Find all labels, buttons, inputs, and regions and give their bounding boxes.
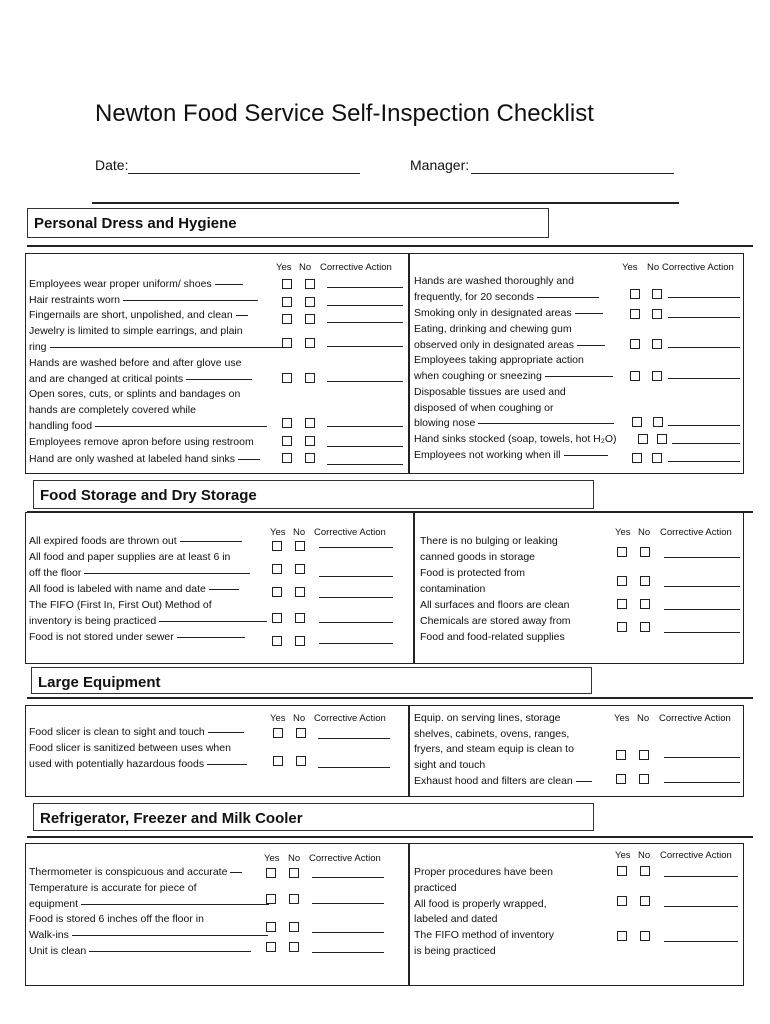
item-text: hands are completely covered while	[29, 404, 196, 416]
no-checkbox[interactable]	[305, 314, 315, 324]
section-title-large-equipment: Large Equipment	[31, 667, 592, 694]
no-checkbox[interactable]	[640, 896, 650, 906]
item-text: Food is stored 6 inches off the floor in	[29, 913, 204, 925]
yes-checkbox[interactable]	[617, 931, 627, 941]
item-text: off the floor	[29, 567, 82, 579]
checklist-item	[29, 581, 239, 597]
corrective-action-field[interactable]	[327, 346, 403, 347]
date-label: Date:	[95, 157, 129, 173]
column-divider	[408, 253, 410, 474]
yes-checkbox[interactable]	[630, 371, 640, 381]
corrective-action-field[interactable]	[327, 464, 403, 465]
no-checkbox[interactable]	[295, 587, 305, 597]
no-checkbox[interactable]	[305, 436, 315, 446]
column-header-no: No	[288, 853, 301, 864]
corrective-action-field[interactable]	[319, 643, 393, 644]
no-checkbox[interactable]	[305, 338, 315, 348]
checklist-item	[414, 447, 608, 463]
corrective-action-field[interactable]	[318, 767, 390, 768]
no-checkbox[interactable]	[296, 756, 306, 766]
column-header-yes: Yes	[622, 262, 638, 273]
corrective-action-field[interactable]	[668, 297, 740, 298]
item-text: Food is not stored under sewer	[29, 631, 174, 643]
column-divider	[408, 843, 410, 986]
corrective-action-field[interactable]	[664, 757, 740, 758]
item-text: Eating, drinking and chewing gum	[414, 323, 572, 335]
column-header-no: No	[299, 262, 312, 273]
corrective-action-field[interactable]	[664, 906, 738, 907]
checklist-item	[29, 613, 267, 629]
corrective-action-field[interactable]	[664, 586, 740, 587]
item-text: contamination	[420, 583, 486, 595]
item-text: All food and paper supplies are at least 6 in	[29, 551, 231, 563]
yes-checkbox[interactable]	[266, 942, 276, 952]
checklist-item	[29, 418, 267, 434]
no-checkbox[interactable]	[305, 373, 315, 383]
column-header-no: No	[637, 713, 650, 724]
item-text: Exhaust hood and filters are clean	[414, 775, 573, 787]
item-text: Employees taking appropriate action	[414, 354, 584, 366]
column-header-yes: Yes	[264, 853, 280, 864]
yes-checkbox[interactable]	[630, 339, 640, 349]
corrective-action-field[interactable]	[664, 557, 740, 558]
column-header-corrective-action: Corrective Action	[662, 262, 734, 273]
yes-checkbox[interactable]	[282, 418, 292, 428]
yes-checkbox[interactable]	[272, 541, 282, 551]
column-header-corrective-action: Corrective Action	[659, 713, 731, 724]
corrective-action-field[interactable]	[319, 597, 393, 598]
column-header-no: No	[293, 527, 306, 538]
item-text: Food slicer is clean to sight and touch	[29, 726, 205, 738]
checklist-item	[29, 292, 258, 308]
yes-checkbox[interactable]	[272, 587, 282, 597]
yes-checkbox[interactable]	[266, 868, 276, 878]
checklist-item	[29, 533, 242, 549]
no-checkbox[interactable]	[657, 434, 667, 444]
yes-checkbox[interactable]	[282, 373, 292, 383]
corrective-action-field[interactable]	[312, 932, 384, 933]
section-divider	[27, 245, 753, 247]
yes-checkbox[interactable]	[273, 728, 283, 738]
item-text: Temperature is accurate for piece of	[29, 882, 197, 894]
checklist-item	[29, 565, 250, 581]
yes-checkbox[interactable]	[282, 279, 292, 289]
checklist-item	[29, 756, 247, 772]
item-text: Smoking only in designated areas	[414, 307, 572, 319]
corrective-action-field[interactable]	[664, 609, 740, 610]
no-checkbox[interactable]	[640, 622, 650, 632]
yes-checkbox[interactable]	[617, 576, 627, 586]
item-text: handling food	[29, 420, 93, 432]
section-divider	[27, 697, 753, 699]
yes-checkbox[interactable]	[282, 453, 292, 463]
corrective-action-field[interactable]	[668, 461, 740, 462]
no-checkbox[interactable]	[640, 866, 650, 876]
checklist-item	[414, 415, 614, 431]
corrective-action-field[interactable]	[319, 576, 393, 577]
item-text: shelves, cabinets, ovens, ranges,	[414, 728, 570, 740]
item-text: Equip. on serving lines, storage	[414, 712, 561, 724]
corrective-action-field[interactable]	[668, 317, 740, 318]
item-text: Unit is clean	[29, 945, 87, 957]
header-divider	[92, 202, 679, 204]
checklist-item	[29, 943, 251, 959]
checklist-item	[29, 724, 244, 740]
column-header-yes: Yes	[615, 527, 631, 538]
column-header-corrective-action: Corrective Action	[314, 527, 386, 538]
no-checkbox[interactable]	[296, 728, 306, 738]
column-header-yes: Yes	[615, 850, 631, 861]
section-divider	[27, 836, 753, 838]
yes-checkbox[interactable]	[617, 547, 627, 557]
item-text: labeled and dated	[414, 913, 498, 925]
no-checkbox[interactable]	[640, 931, 650, 941]
item-text: All food is properly wrapped,	[414, 898, 547, 910]
checklist-item	[414, 431, 617, 447]
item-text: canned goods in storage	[420, 551, 536, 563]
item-text: Food is protected from	[420, 567, 526, 579]
yes-checkbox[interactable]	[638, 434, 648, 444]
item-text: Hair restraints worn	[29, 294, 121, 306]
corrective-action-field[interactable]	[327, 287, 403, 288]
no-checkbox[interactable]	[305, 453, 315, 463]
item-text: Disposable tissues are used and	[414, 386, 566, 398]
no-checkbox[interactable]	[289, 894, 299, 904]
item-text: Walk-ins	[29, 929, 69, 941]
item-text: Jewelry is limited to simple earrings, and plain	[29, 325, 243, 337]
checklist-item	[29, 864, 242, 880]
item-text: All surfaces and floors are clean	[420, 599, 570, 611]
column-header-no: No	[293, 713, 306, 724]
checklist-item	[414, 368, 613, 384]
yes-checkbox[interactable]	[617, 866, 627, 876]
item-text: The FIFO (First In, First Out) Method of	[29, 599, 212, 611]
yes-checkbox[interactable]	[632, 453, 642, 463]
item-text: Employees wear proper uniform/ shoes	[29, 278, 212, 290]
no-checkbox[interactable]	[639, 750, 649, 760]
no-checkbox[interactable]	[652, 309, 662, 319]
corrective-action-field[interactable]	[327, 322, 403, 323]
item-text: All expired foods are thrown out	[29, 535, 177, 547]
item-text: disposed of when coughing or	[414, 402, 554, 414]
checklist-item	[414, 289, 599, 305]
corrective-action-field[interactable]	[318, 738, 390, 739]
checklist-item	[29, 339, 292, 355]
item-text: inventory is being practiced	[29, 615, 157, 627]
manager-field[interactable]	[471, 173, 674, 174]
yes-checkbox[interactable]	[616, 750, 626, 760]
item-text: Hands are washed before and after glove use	[29, 357, 242, 369]
column-header-no: No	[638, 850, 651, 861]
checklist-item	[29, 371, 252, 387]
corrective-action-field[interactable]	[664, 782, 740, 783]
item-text: Hand sinks stocked (soap, towels, hot H₂O)	[414, 433, 617, 445]
yes-checkbox[interactable]	[272, 613, 282, 623]
yes-checkbox[interactable]	[616, 774, 626, 784]
corrective-action-field[interactable]	[668, 347, 740, 348]
column-header-corrective-action: Corrective Action	[320, 262, 392, 273]
corrective-action-field[interactable]	[668, 425, 740, 426]
section-title-food-storage: Food Storage and Dry Storage	[33, 480, 594, 509]
checklist-item	[414, 773, 592, 789]
column-divider	[408, 705, 410, 797]
yes-checkbox[interactable]	[630, 309, 640, 319]
yes-checkbox[interactable]	[266, 894, 276, 904]
item-text: blowing nose	[414, 417, 476, 429]
item-text: Employees remove apron before using restroom	[29, 436, 254, 448]
corrective-action-field[interactable]	[312, 903, 384, 904]
no-checkbox[interactable]	[305, 279, 315, 289]
yes-checkbox[interactable]	[282, 314, 292, 324]
item-text: equipment	[29, 898, 79, 910]
yes-checkbox[interactable]	[282, 436, 292, 446]
no-checkbox[interactable]	[640, 576, 650, 586]
no-checkbox[interactable]	[653, 417, 663, 427]
manager-label: Manager:	[410, 157, 470, 173]
corrective-action-field[interactable]	[664, 632, 740, 633]
yes-checkbox[interactable]	[282, 297, 292, 307]
item-text: frequently, for 20 seconds	[414, 291, 535, 303]
item-text: fryers, and steam equip is clean to	[414, 743, 574, 755]
corrective-action-field[interactable]	[327, 381, 403, 382]
column-header-no: No	[638, 527, 651, 538]
column-header-no: No	[647, 262, 660, 273]
item-text: There is no bulging or leaking	[420, 535, 558, 547]
item-text: observed only in designated areas	[414, 339, 574, 351]
item-text: and are changed at critical points	[29, 373, 184, 385]
column-header-corrective-action: Corrective Action	[660, 527, 732, 538]
no-checkbox[interactable]	[289, 942, 299, 952]
no-checkbox[interactable]	[305, 297, 315, 307]
column-header-yes: Yes	[276, 262, 292, 273]
item-text: Hand are only washed at labeled hand sinks	[29, 453, 236, 465]
section-title-personal-dress: Personal Dress and Hygiene	[27, 208, 549, 238]
corrective-action-field[interactable]	[327, 446, 403, 447]
yes-checkbox[interactable]	[632, 417, 642, 427]
no-checkbox[interactable]	[652, 289, 662, 299]
item-text: Food slicer is sanitized between uses when	[29, 742, 231, 754]
item-text: The FIFO method of inventory	[414, 929, 555, 941]
item-text: practiced	[414, 882, 457, 894]
item-text: is being practiced	[414, 945, 496, 957]
checklist-item	[414, 305, 603, 321]
item-text: ring	[29, 341, 47, 353]
date-field[interactable]	[128, 173, 360, 174]
corrective-action-field[interactable]	[664, 876, 738, 877]
item-text: Thermometer is conspicuous and accurate	[29, 866, 228, 878]
no-checkbox[interactable]	[295, 541, 305, 551]
column-header-corrective-action: Corrective Action	[314, 713, 386, 724]
item-text: All food is labeled with name and date	[29, 583, 206, 595]
column-divider	[413, 512, 415, 664]
column-header-yes: Yes	[614, 713, 630, 724]
no-checkbox[interactable]	[640, 547, 650, 557]
no-checkbox[interactable]	[652, 453, 662, 463]
no-checkbox[interactable]	[305, 418, 315, 428]
column-header-corrective-action: Corrective Action	[660, 850, 732, 861]
yes-checkbox[interactable]	[630, 289, 640, 299]
item-text: Fingernails are short, unpolished, and clean	[29, 309, 233, 321]
corrective-action-field[interactable]	[668, 378, 740, 379]
yes-checkbox[interactable]	[272, 636, 282, 646]
yes-checkbox[interactable]	[272, 564, 282, 574]
corrective-action-field[interactable]	[319, 547, 393, 548]
yes-checkbox[interactable]	[273, 756, 283, 766]
checklist-item	[29, 307, 248, 323]
page-title: Newton Food Service Self-Inspection Checklist	[95, 100, 594, 127]
item-text: when coughing or sneezing	[414, 370, 542, 382]
checklist-item	[414, 337, 605, 353]
checklist-item	[29, 434, 254, 450]
yes-checkbox[interactable]	[266, 922, 276, 932]
corrective-action-field[interactable]	[319, 622, 393, 623]
checklist-item	[29, 629, 245, 645]
item-text: Employees not working when ill	[414, 449, 561, 461]
column-header-yes: Yes	[270, 713, 286, 724]
checklist-item	[29, 896, 269, 912]
no-checkbox[interactable]	[640, 599, 650, 609]
corrective-action-field[interactable]	[312, 877, 384, 878]
item-text: Proper procedures have been	[414, 866, 553, 878]
yes-checkbox[interactable]	[617, 599, 627, 609]
corrective-action-field[interactable]	[327, 305, 403, 306]
no-checkbox[interactable]	[289, 868, 299, 878]
no-checkbox[interactable]	[295, 613, 305, 623]
item-text: Food and food-related supplies	[420, 631, 565, 643]
no-checkbox[interactable]	[289, 922, 299, 932]
no-checkbox[interactable]	[639, 774, 649, 784]
yes-checkbox[interactable]	[282, 338, 292, 348]
no-checkbox[interactable]	[295, 636, 305, 646]
no-checkbox[interactable]	[652, 371, 662, 381]
item-text: Chemicals are stored away from	[420, 615, 571, 627]
item-text: sight and touch	[414, 759, 486, 771]
checklist-item	[29, 451, 260, 467]
column-header-corrective-action: Corrective Action	[309, 853, 381, 864]
corrective-action-field[interactable]	[664, 941, 738, 942]
corrective-action-field[interactable]	[327, 426, 403, 427]
column-header-yes: Yes	[270, 527, 286, 538]
checklist-item	[29, 927, 268, 943]
corrective-action-field[interactable]	[312, 952, 384, 953]
yes-checkbox[interactable]	[617, 896, 627, 906]
yes-checkbox[interactable]	[617, 622, 627, 632]
checklist-item	[29, 276, 243, 292]
item-text: Open sores, cuts, or splints and bandages on	[29, 388, 241, 400]
corrective-action-field[interactable]	[672, 443, 740, 444]
no-checkbox[interactable]	[295, 564, 305, 574]
item-text: used with potentially hazardous foods	[29, 758, 205, 770]
item-text: Hands are washed thoroughly and	[414, 275, 574, 287]
no-checkbox[interactable]	[652, 339, 662, 349]
section-title-refrigerator: Refrigerator, Freezer and Milk Cooler	[33, 803, 594, 831]
